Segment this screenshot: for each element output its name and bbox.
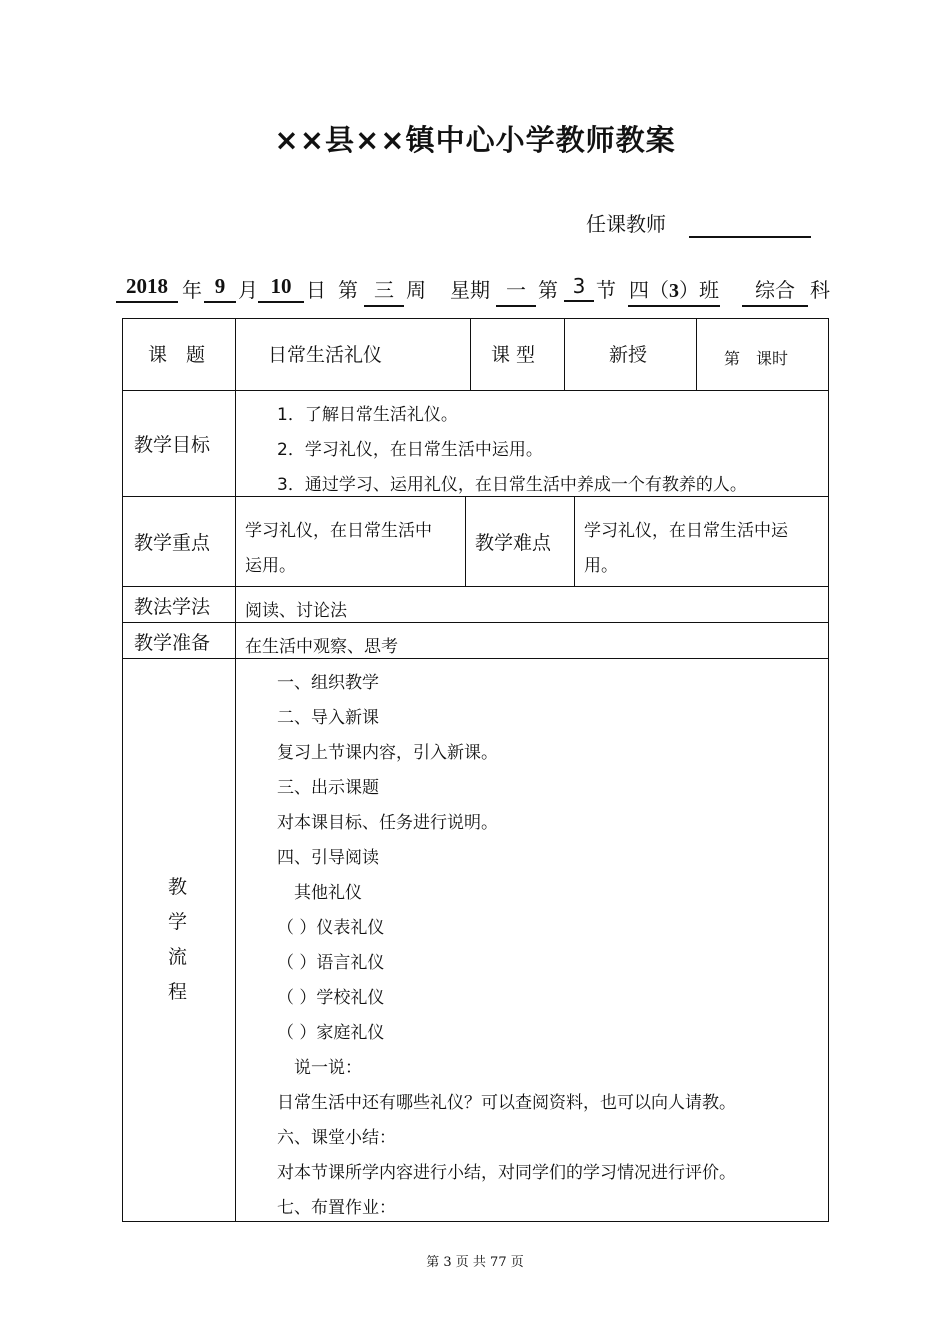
row-divider xyxy=(122,586,829,587)
day-value: 10 xyxy=(258,274,304,303)
difficulty-label: 教学难点 xyxy=(475,532,552,554)
key-divider xyxy=(465,496,466,586)
row-divider xyxy=(122,622,829,623)
month-value: 9 xyxy=(204,274,236,303)
class-value xyxy=(628,274,720,307)
class-suffix: ）班 xyxy=(679,278,719,302)
topic-divider xyxy=(470,318,471,390)
flow-line: （ ）语言礼仪 xyxy=(277,953,385,973)
type-divider xyxy=(564,318,565,390)
row-divider xyxy=(122,658,829,659)
class-number: 3 xyxy=(669,280,679,302)
key-point-label: 教学重点 xyxy=(134,532,211,554)
row-divider xyxy=(122,496,829,497)
type-value: 新授 xyxy=(609,344,648,366)
flow-line: 对本节课所学内容进行小结，对同学们的学习情况进行评价。 xyxy=(277,1163,736,1183)
teacher-blank-line xyxy=(689,236,811,238)
flow-line: 六、课堂小结： xyxy=(277,1128,396,1148)
year-unit: 年 xyxy=(182,278,202,302)
type-value-divider xyxy=(696,318,697,390)
flow-line: 其他礼仪 xyxy=(277,883,362,903)
key-point-line: 学习礼仪，在日常生活中 xyxy=(245,521,432,541)
topic-value: 日常生活礼仪 xyxy=(268,344,383,366)
flow-line: （ ）仪表礼仪 xyxy=(277,918,385,938)
weekday-prefix: 星期 xyxy=(450,278,490,302)
label-column-divider xyxy=(235,318,236,1222)
flow-line: 日常生活中还有哪些礼仪？可以查阅资料，也可以向人请教。 xyxy=(277,1093,736,1113)
period-unit: 节 xyxy=(596,278,616,302)
type-label: 课 型 xyxy=(491,344,536,366)
flow-line: 七、布置作业： xyxy=(277,1198,396,1218)
flow-label-char: 流 xyxy=(168,946,188,968)
flow-line: 二、导入新课 xyxy=(277,708,379,728)
month-unit: 月 xyxy=(238,278,258,302)
day-unit: 日 xyxy=(306,278,326,302)
difficulty-line: 用。 xyxy=(584,556,618,576)
flow-line: （ ）家庭礼仪 xyxy=(277,1023,385,1043)
teacher-label: 任课教师 xyxy=(586,212,666,236)
method-label: 教法学法 xyxy=(134,596,211,618)
flow-label-char: 教 xyxy=(168,876,188,898)
week-value: 三 xyxy=(364,274,404,307)
prep-label: 教学准备 xyxy=(134,632,211,654)
lesson-count-label: 第 课时 xyxy=(724,349,789,368)
difficulty-divider xyxy=(574,496,575,586)
key-point-line: 运用。 xyxy=(245,556,296,576)
difficulty-line: 学习礼仪，在日常生活中运 xyxy=(584,521,788,541)
period-value: 3 xyxy=(564,274,594,302)
goal-item: 2．学习礼仪，在日常生活中运用。 xyxy=(277,440,543,460)
page-footer: 第 3 页 共 77 页 xyxy=(426,1255,524,1270)
flow-line: 三、出示课题 xyxy=(277,778,379,798)
flow-line: （ ）学校礼仪 xyxy=(277,988,385,1008)
row-divider xyxy=(122,390,829,391)
flow-line: 说一说： xyxy=(277,1058,362,1078)
goal-item: 1．了解日常生活礼仪。 xyxy=(277,405,458,425)
flow-label-char: 学 xyxy=(168,911,188,933)
week-prefix: 第 xyxy=(338,278,358,302)
prep-value: 在生活中观察、思考 xyxy=(245,637,398,657)
flow-line: 四、引导阅读 xyxy=(277,848,379,868)
week-unit: 周 xyxy=(406,278,426,302)
flow-label-char: 程 xyxy=(168,981,188,1003)
goals-label: 教学目标 xyxy=(134,434,211,456)
weekday-value: 一 xyxy=(496,274,536,307)
goal-item: 3．通过学习、运用礼仪，在日常生活中养成一个有教养的人。 xyxy=(277,475,747,495)
method-value: 阅读、讨论法 xyxy=(245,601,347,621)
document-title: ××县××镇中心小学教师教案 xyxy=(274,123,676,157)
flow-line: 复习上节课内容，引入新课。 xyxy=(277,743,498,763)
subject-unit: 科 xyxy=(810,278,830,302)
flow-line: 一、组织教学 xyxy=(277,673,379,693)
class-prefix: 四（ xyxy=(629,278,669,302)
date-line xyxy=(112,274,832,304)
period-prefix: 第 xyxy=(538,278,558,302)
year-value: 2018 xyxy=(116,274,178,303)
flow-line: 对本课目标、任务进行说明。 xyxy=(277,813,498,833)
subject-value: 综合 xyxy=(742,274,808,307)
topic-label: 课 题 xyxy=(148,344,206,366)
